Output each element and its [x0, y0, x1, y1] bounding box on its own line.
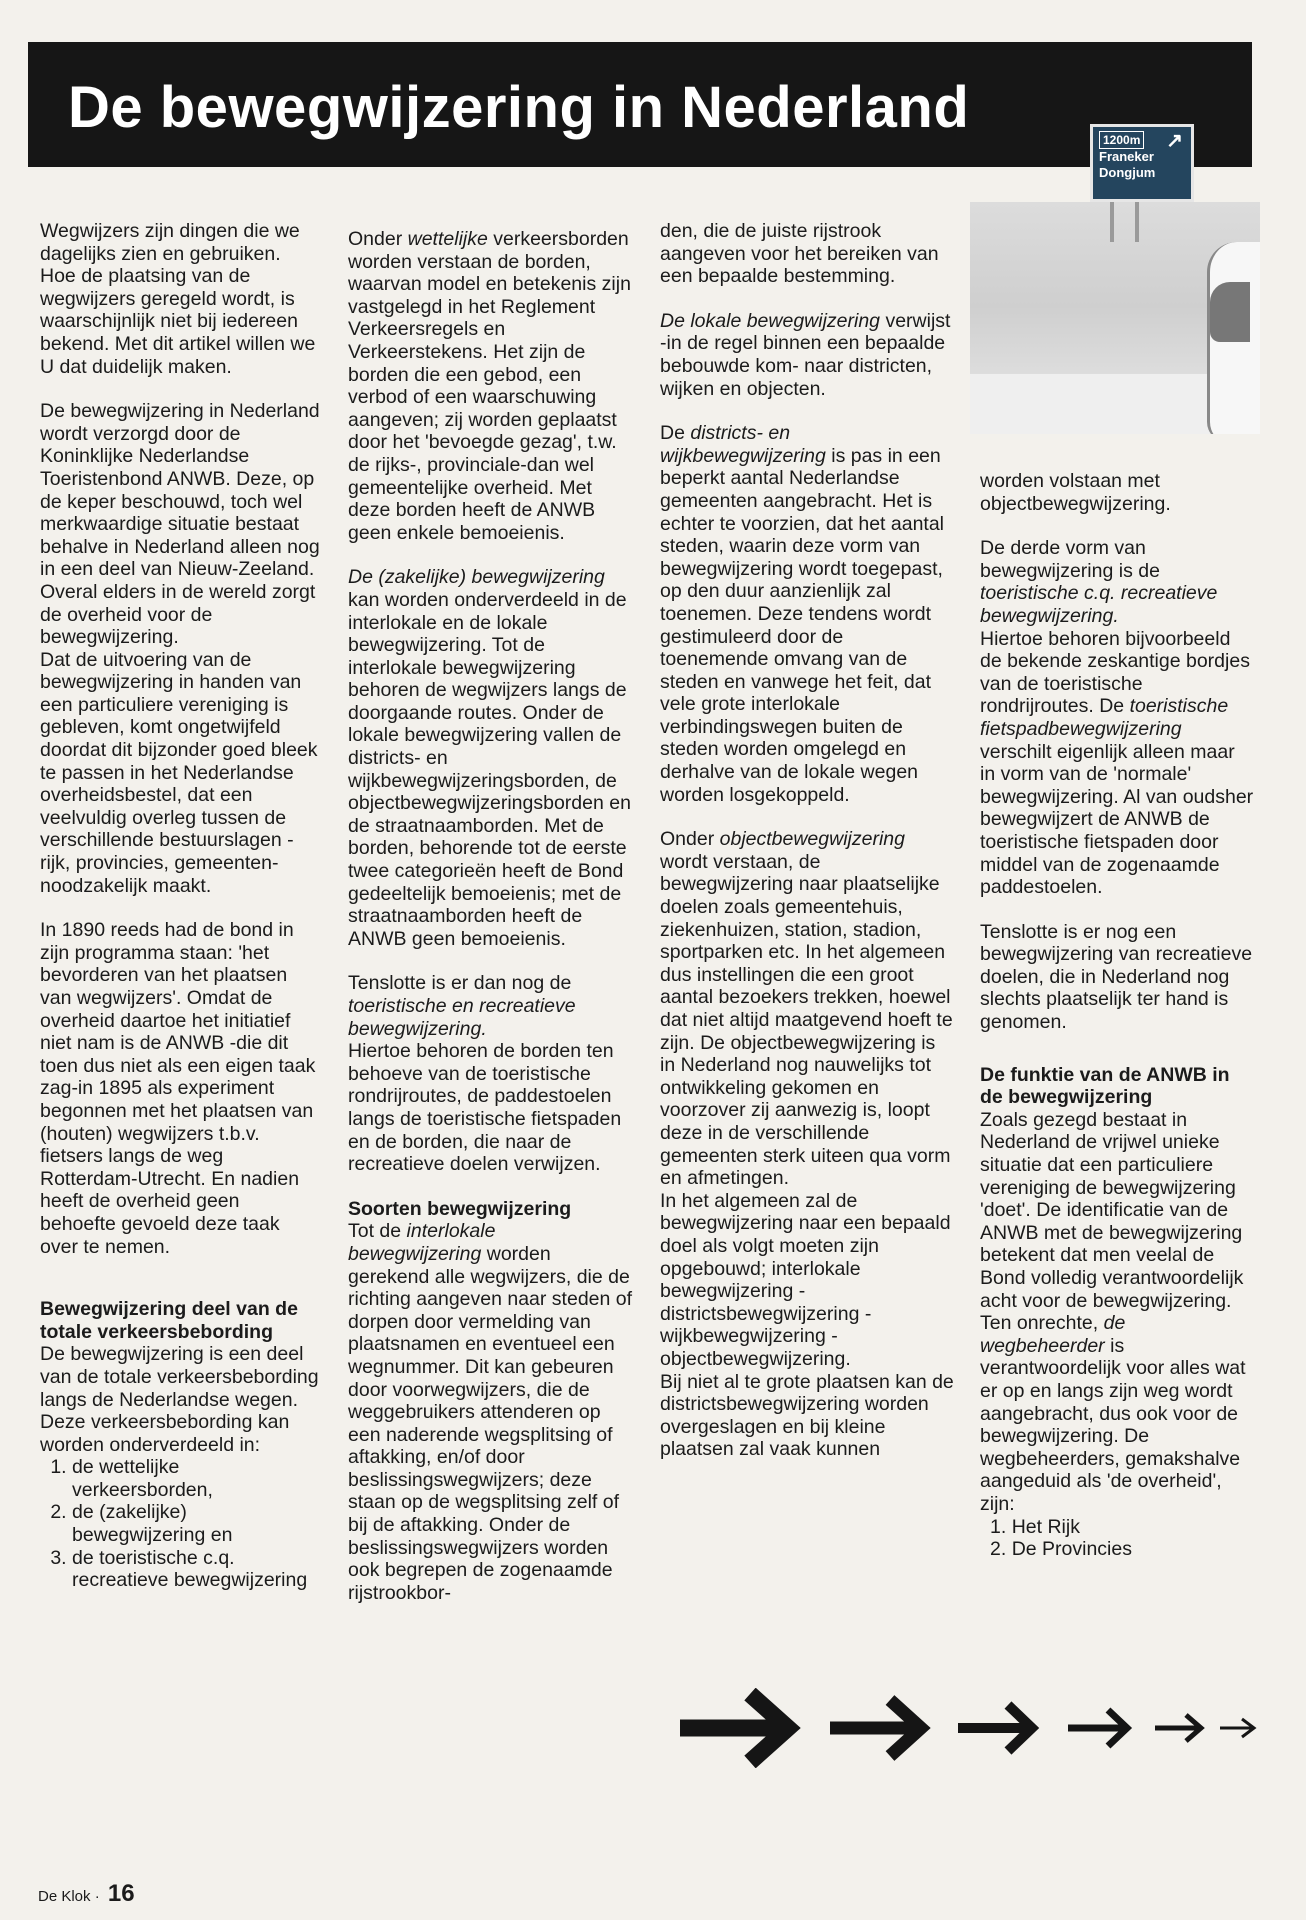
paragraph: Wegwijzers zijn dingen die we dagelijks zien en gebruiken. Hoe de plaatsing van de wegwijzers geregeld wordt, is waarschijnlijk niet bij iedereen bekend. Met dit artikel willen we U dat duidelijk maken. — [40, 220, 316, 378]
section-heading: Bewegwijzering deel van de totale verkeersbebording — [40, 1298, 298, 1343]
road-authority-list — [980, 1516, 1255, 1561]
car-window — [1210, 282, 1250, 342]
paragraph: den, die de juiste rijstrook aangeven voor het bereiken van een bepaalde bestemming. — [660, 220, 939, 288]
page-footer — [38, 1880, 135, 1908]
column-2 — [348, 228, 633, 1626]
paragraph: De lokale bewegwijzering verwijst -in de regel binnen een bepaalde bebouwde kom- naar districten, wijken en objecten. — [660, 309, 951, 400]
arrows-graphic — [680, 1688, 1260, 1768]
paragraph: De bewegwijzering in Nederland wordt verzorgd door de Koninklijke Nederlandse Toeristenbond ANWB. Deze, op de keper beschouwd, toch wel merkwaardige situatie bestaat behalve in Nederland alleen nog in een deel van Nieuw-Zeeland. Overal elders in de wereld zorgt de overheid voor de bewegwijzering. — [40, 400, 320, 649]
sign-post — [1135, 202, 1139, 242]
sign-post — [1110, 202, 1114, 242]
sign-distance: 1200m — [1099, 131, 1144, 149]
section-heading: Soorten bewegwijzering — [348, 1197, 572, 1220]
arrow-right-icon — [830, 1700, 921, 1756]
section-heading: De funktie van de ANWB in de bewegwijzering — [980, 1063, 1230, 1109]
list-item: 3. de toeristische c.q. recreatieve bewegwijzering — [72, 1547, 320, 1592]
arrow-up-right-icon: ↗ — [1166, 130, 1183, 152]
paragraph: De derde vorm van bewegwijzering is de toeristische c.q. recreatieve bewegwijzering. Hiertoe behoren bijvoorbeeld de bekende zeskantige bordjes van de toeristische rondrijroutes. De toeristische fietspadbewegwijzering verschilt eigenlijk alleen maar in vorm van de 'normale' bewegwijzering. Al van oudsher bewegwijzert de ANWB de toeristische fietspaden door middel van de zogenaamde paddestoelen. — [980, 537, 1254, 899]
paragraph: De districts- en wijkbewegwijzering is pas in een beperkt aantal Nederlandse gemeenten aangebracht. Het is echter te voorzien, dat het aantal steden, waarin deze vorm van bewegwijzering wordt toegepast, op den duur aanzienlijk zal toenemen. Deze tendens wordt gestimuleerd door de toenemende omvang van de steden en vanwege het feit, dat vele grote interlokale verbindingswegen buiten de steden worden omgelegd en derhalve van de lokale wegen worden losgekoppeld. — [660, 422, 945, 806]
paragraph: Dat de uitvoering van de bewegwijzering in handen van een particuliere vereniging is gebleven, komt ongetwijfeld doordat dit bijzonder goed bleek te passen in het Nederlandse overheidsbestel, dat een veelvuldig overleg tussen de verschillende bestuurslagen -rijk, provincies, gemeenten-noodzakelijk maakt. — [40, 648, 318, 897]
paragraph: In het algemeen zal de bewegwijzering naar een bepaald doel als volgt moeten zijn opgebouwd; interlokale bewegwijzering - districtsbewegwijzering - wijkbewegwijzering - objectbewegwijzering. — [660, 1189, 951, 1370]
direction-sign — [1090, 124, 1194, 202]
list-item: 2. De Provincies — [990, 1538, 1255, 1561]
arrow-right-icon — [1155, 1715, 1201, 1741]
list-item: 1. de wettelijke verkeersborden, — [72, 1456, 320, 1501]
paragraph: Tenslotte is er nog een bewegwijzering van recreatieve doelen, die in Nederland nog slechts plaatselijk ter hand is genomen. — [980, 920, 1253, 1034]
road-sign-photo — [970, 202, 1260, 434]
column-3 — [660, 220, 955, 1483]
category-list — [40, 1456, 320, 1592]
column-4 — [980, 470, 1255, 1561]
arrow-right-icon — [1220, 1719, 1254, 1737]
list-item: 1. Het Rijk — [990, 1516, 1255, 1539]
page-title: De bewegwijzering in Nederland — [68, 75, 970, 140]
paragraph: In 1890 reeds had de bond in zijn programma staan: 'het bevorderen van het plaatsen van wegwijzers'. Omdat de overheid daartoe het initiatief niet nam is de ANWB -die dit toen dus niet als een eigen taak zag-in 1895 als experiment begonnen met het plaatsen van (houten) wegwijzers t.b.v. fietsers langs de weg Rotterdam-Utrecht. En nadien heeft de overheid geen behoefte gevoeld deze taak over te nemen. — [40, 919, 316, 1258]
page-number: 16 — [107, 1880, 135, 1907]
magazine-name: De Klok · — [38, 1888, 100, 1905]
paragraph: De (zakelijke) bewegwijzering kan worden onderverdeeld in de interlokale en de lokale bewegwijzering. Tot de interlokale bewegwijzering behoren de wegwijzers langs de doorgaande routes. Onder de lokale bewegwijzering vallen de districts- en wijkbewegwijzeringsborden, de objectbewegwijzeringsborden en de straatnaamborden. Met de borden, behorende tot de eerste twee categorieën heeft de Bond gedeeltelijk bemoeienis; met de straatnaamborden heeft de ANWB geen bemoeienis. — [348, 566, 631, 950]
paragraph: De bewegwijzering is een deel van de totale verkeersbebording langs de Nederlandse wegen. Deze verkeersbebording kan worden onderverdeeld in: — [40, 1343, 319, 1456]
sign-place-1: Franeker — [1099, 149, 1154, 164]
paragraph: Onder objectbewegwijzering wordt verstaan, de bewegwijzering naar plaatselijke doelen zoals gemeentehuis, ziekenhuizen, station, stadion, sportparken etc. In het algemeen dus instellingen die een groot aantal bezoekers trekken, hoewel dat niet altijd maatgevend hoeft te zijn. De objectbewegwijzering is in Nederland nog nauwelijks tot ontwikkeling gekomen en voorzover zij aanwezig is, loopt deze in de verschillende gemeenten sterk uiteen qua vorm en afmetingen. — [660, 828, 953, 1190]
paragraph: Zoals gezegd bestaat in Nederland de vrijwel unieke situatie dat een particuliere vereniging de bewegwijzering 'doet'. De identificatie van de ANWB met de bewegwijzering betekent dat men veelal de Bond volledig verantwoordelijk acht voor de bewegwijzering. Ten onrechte, de wegbeheerder is verantwoordelijk voor alles wat er op en langs zijn weg wordt aangebracht, dus ook voor de bewegwijzering. De wegbeheerders, gemakshalve aangeduid als 'de overheid', zijn: — [980, 1108, 1246, 1515]
paragraph: Bij niet al te grote plaatsen kan de districtsbewegwijzering worden overgeslagen en bij kleine plaatsen zal vaak kunnen — [660, 1370, 954, 1461]
paragraph: Onder wettelijke verkeersborden worden verstaan de borden, waarvan model en betekenis zijn vastgelegd in het Reglement Verkeersregels en Verkeerstekens. Het zijn de borden die een gebod, een verbod of een waarschuwing aangeven; zij worden geplaatst door het 'bevoegde gezag', t.w. de rijks-, provinciale-dan wel gemeentelijke overheid. Met deze borden heeft de ANWB geen enkele bemoeienis. — [348, 228, 631, 544]
paragraph: Tenslotte is er dan nog de toeristische en recreatieve bewegwijzering. Hiertoe behoren de borden ten behoeve van de toeristische rondrijroutes, de paddestoelen langs de toeristische fietspaden en de borden, die naar de recreatieve doelen verwijzen. — [348, 972, 622, 1176]
sign-place-2: Dongjum — [1099, 165, 1156, 180]
arrow-right-icon — [1068, 1710, 1127, 1746]
paragraph: Tot de interlokale bewegwijzering worden gerekend alle wegwijzers, die de richting aangeven naar steden of dorpen door vermelding van plaatsnamen en eventueel een wegnummer. Dit kan gebeuren door voorwegwijzers, die de weggebruikers attenderen op een naderende wegsplitsing of aftakking, en/of door beslissingswegwijzers; deze staan op de wegsplitsing zelf of bij de aftakking. Onder de beslissingswegwijzers worden ook begrepen de zogenaamde rijstrookbor- — [348, 1220, 633, 1604]
arrow-right-icon — [958, 1705, 1032, 1751]
list-item: 2. de (zakelijke) bewegwijzering en — [72, 1501, 320, 1546]
paragraph: worden volstaan met objectbewegwijzering. — [980, 470, 1171, 515]
title-banner — [28, 42, 1252, 167]
arrow-right-icon — [680, 1694, 788, 1762]
column-1 — [40, 220, 320, 1592]
